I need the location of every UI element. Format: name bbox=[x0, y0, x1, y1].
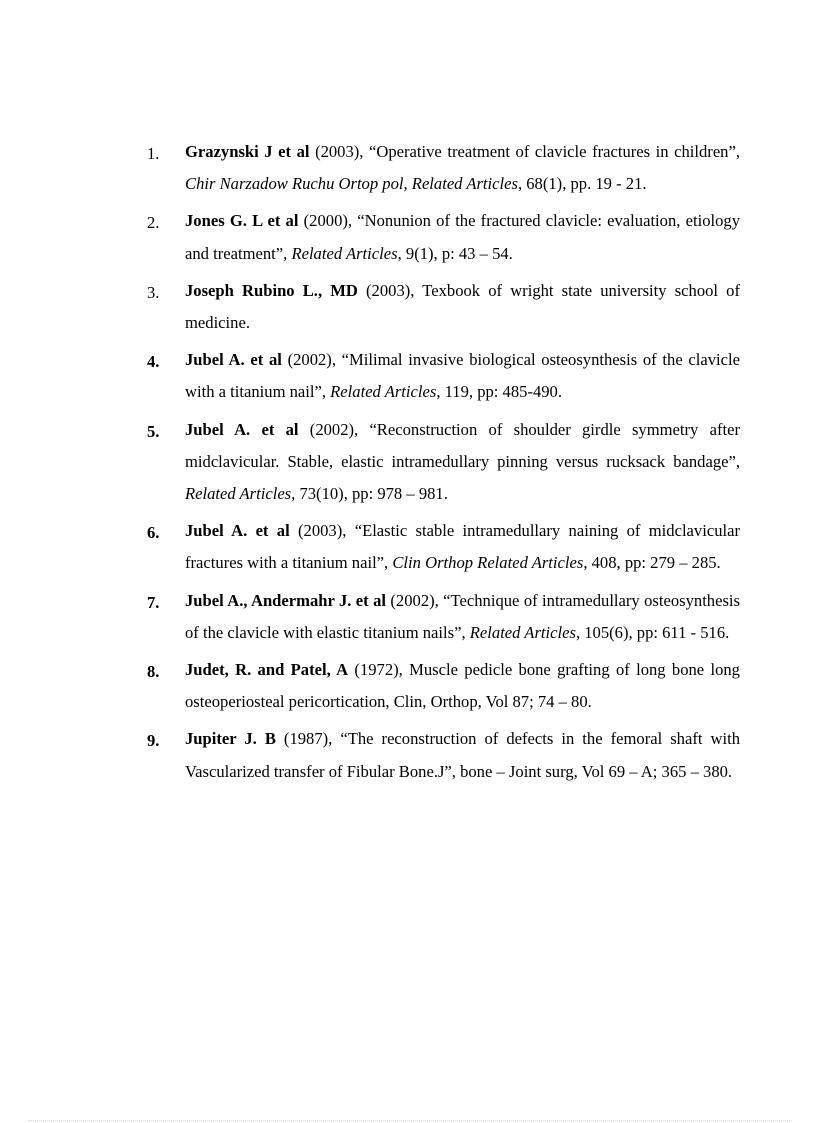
reference-details: (2002), “Reconstruction of shoulder girdle symmetry after midclavicular. Stable, elastic intramedullary pinning versus rucksack bandage”, bbox=[185, 419, 740, 471]
reference-details: (2003), Texbook of wright state university school of medicine. bbox=[185, 280, 741, 333]
reference-journal: Related Articles bbox=[291, 243, 398, 263]
reference-details: (1972), Muscle pedicle bone grafting of long bone long osteoperiosteal pericortication, Clin, Orthop, Vol 87; 74 – 80. bbox=[185, 660, 740, 712]
reference-journal: Related Articles bbox=[330, 382, 437, 402]
reference-details: (1987), “The reconstruction of defects in the femoral shaft with Vascularized transfer of Fibular Bone.J”, bone – Joint surg, Vol 69 – A; 365 – 380. bbox=[185, 729, 741, 781]
reference-authors: Jupiter J. B bbox=[185, 729, 276, 749]
reference-text bbox=[185, 723, 740, 787]
reference-text bbox=[185, 344, 740, 408]
reference-authors: Joseph Rubino L., MD bbox=[185, 280, 358, 300]
reference-authors: Jubel A. et al bbox=[185, 419, 299, 439]
reference-number: 4. bbox=[147, 352, 160, 372]
reference-citation: , 68(1), pp. 19 - 21. bbox=[517, 174, 647, 194]
reference-authors: Jones G. L et al bbox=[185, 211, 299, 231]
reference-journal: Chir Narzadow Ruchu Ortop pol, Related Articles bbox=[185, 174, 518, 194]
reference-citation: , 105(6), pp: 611 - 516. bbox=[575, 622, 730, 642]
reference-details: (2002), “Milimal invasive biological osteosynthesis of the clavicle with a titanium nail”, bbox=[185, 350, 740, 402]
reference-authors: Judet, R. and Patel, A bbox=[185, 660, 349, 680]
reference-authors: Grazynski J et al bbox=[185, 142, 310, 161]
reference-item-3 bbox=[146, 275, 740, 339]
reference-text bbox=[185, 205, 740, 269]
reference-citation: , 408, pp: 279 – 285. bbox=[583, 553, 721, 573]
reference-item-1 bbox=[146, 136, 740, 200]
reference-journal: Related Articles bbox=[185, 484, 292, 504]
reference-text bbox=[185, 136, 740, 200]
page-bottom-divider bbox=[28, 1120, 792, 1121]
reference-citation: , 73(10), pp: 978 – 981. bbox=[291, 484, 448, 504]
reference-number: 7. bbox=[147, 592, 160, 612]
reference-journal: Clin Orthop Related Articles bbox=[392, 553, 584, 573]
reference-authors: Jubel A., Andermahr J. et al bbox=[185, 590, 386, 610]
reference-journal: Related Articles bbox=[469, 622, 576, 642]
reference-item-6 bbox=[146, 515, 740, 579]
reference-number: 5. bbox=[147, 421, 160, 441]
reference-details: (2000), “Nonunion of the fractured clavicle: evaluation, etiology and treatment”, bbox=[185, 211, 740, 263]
reference-text bbox=[185, 275, 740, 339]
reference-number: 2. bbox=[147, 213, 160, 233]
reference-authors: Jubel A. et al bbox=[185, 350, 282, 370]
reference-authors: Jubel A. et al bbox=[185, 521, 290, 541]
reference-item-8 bbox=[146, 654, 740, 718]
reference-item-9 bbox=[146, 723, 740, 787]
reference-list bbox=[146, 136, 740, 793]
reference-number: 8. bbox=[147, 662, 160, 682]
reference-item-5 bbox=[146, 414, 740, 511]
reference-number: 9. bbox=[147, 731, 160, 751]
reference-item-2 bbox=[146, 205, 740, 269]
reference-citation: , 119, pp: 485-490. bbox=[436, 382, 563, 402]
reference-text bbox=[185, 654, 740, 718]
reference-number: 3. bbox=[147, 282, 160, 302]
reference-text bbox=[185, 414, 740, 511]
reference-text bbox=[185, 585, 740, 649]
reference-item-7 bbox=[146, 585, 740, 649]
reference-item-4 bbox=[146, 344, 740, 408]
reference-number: 1. bbox=[147, 144, 160, 163]
reference-citation: , 9(1), p: 43 – 54. bbox=[397, 243, 513, 263]
reference-details: (2002), “Technique of intramedullary osteosynthesis of the clavicle with elastic titanium nails”, bbox=[185, 590, 740, 642]
reference-details: (2003), “Operative treatment of clavicle fractures in children”, bbox=[309, 142, 740, 161]
reference-text bbox=[185, 515, 740, 579]
reference-number: 6. bbox=[147, 523, 160, 543]
reference-details: (2003), “Elastic stable intramedullary naining of midclavicular fractures with a titanium nail”, bbox=[185, 521, 740, 573]
